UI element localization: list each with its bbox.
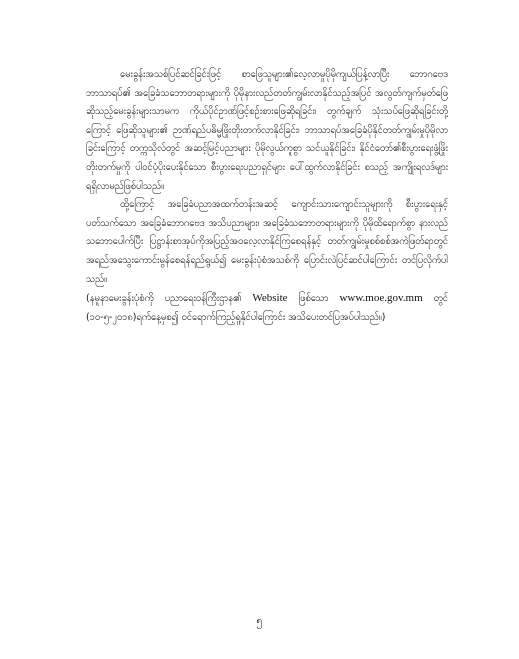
paragraph-note	[86, 289, 448, 327]
paragraph-purpose: ထို့ကြောင့် အခြေခံပညာအထက်တန်းအဆင့် ကျောင်းသားကျောင်းသူများကို စီးပွားရေးနှင့်ပတ်သက်သော အခြေခံဘောဂဗေဒ အသိပညာများ၊ အခြေခံသဘောတရားများကို ပိုမိုထိရောက်စွာ နားလည်သဘောပေါက်ပြီး ပြဋ္ဌာန်းစာအုပ်ကိုအပြည့်အဝလေ့လာနိုင်ကြစေရန်နှင့် တတ်ကျွမ်းမှုစစ်စစ်အကဲဖြတ်ရာတွင် အရည်အသွေးကောင်းမွန်စေရန်ရည်ရွယ်၍ မေးခွန်းပုံစံအသစ်ကို ပြောင်းလဲပြင်ဆင်ပါကြောင်း တင်ပြလိုက်ပါသည်။	[86, 199, 448, 285]
note-url: www.moe.gov.mm	[339, 292, 423, 305]
document-body	[86, 66, 448, 327]
note-suffix: တွင် (၁၀-၅-၂၀၁၈)ရက်နေ့မှစ၍ ဝင်ရောက်ကြည့်ရှုနိုင်ပါကြောင်း အသိပေးတင်ပြအပ်ပါသည်။)	[86, 293, 449, 323]
note-prefix: (နမူနာမေးခွန်းပုံစံကို ပညာရေးဝန်ကြီးဌာန၏	[86, 293, 253, 305]
paragraph-benefits: မေးခွန်းအသစ်ပြင်ဆင်ခြင်းဖြင့် စာဖြေသူများ၏လေ့လာမှုပိုမိုကျယ်ပြန့်လာပြီး ဘောဂဗေဒဘာသာရပ်၏ အခြေခံသဘောတရားများကို ပိုမိုနားလည်တတ်ကျွမ်းလာနိုင်သည့်အပြင် အလွတ်ကျက်မှတ်ဖြေဆိုသည့်မေးခွန်းများသာမက ကိုယ်ပိုင်ဥာဏ်ဖြင့်စဉ်းစားဖြေဆိုရခြင်း၊ တွက်ချက် သုံးသပ်ဖြေဆိုရခြင်းတို့ကြောင့် ဖြေဆိုသူများ၏ ဉာဏ်ရည်ပဓိမ္မဖြိုးတိုးတက်လာနိုင်ခြင်း၊ ဘာသာရပ်အခြေခံပိုနိုင်တတ်ကျွမ်းမှုပိုမိုလာခြင်းကြောင့် တက္ကသိုလ်တွင် အဆင့်မြင့်ပညာများ ပိုမိုလွယ်ကူစွာ သင်ယူနိုင်ခြင်း၊ နိုင်ငံတော်၏စီးပွားရေးဖွံ့ဖြိုးတိုးတက်မှုကို ပါဝင်ပံ့ပိုးပေးနိုင်သော စီးပွားရေးပညာရှင်များ ပေါ်ထွက်လာနိုင်ခြင်း စသည့် အကျိုးရလဒ်များရရှိလာမည်ဖြစ်ပါသည်။	[86, 69, 448, 192]
note-middle: ဖြစ်သော	[287, 293, 340, 305]
page-number: ၅	[256, 614, 263, 627]
note-website-word: Website	[252, 292, 288, 305]
